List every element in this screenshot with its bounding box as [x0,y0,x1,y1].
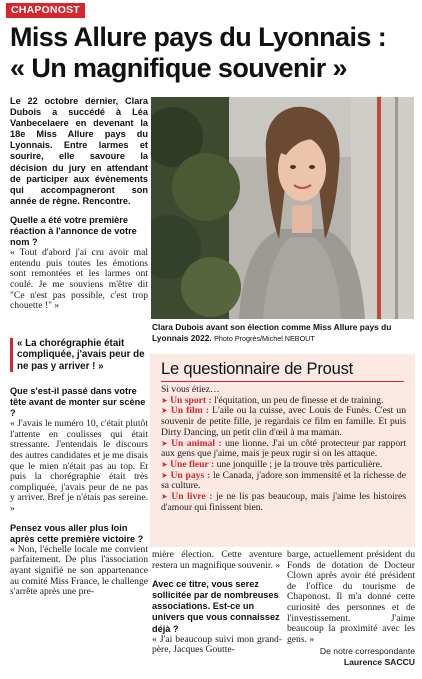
box-item-key: Un sport : [170,394,212,406]
answer-4-continued: barge, actuellement président du Fonds de dotation de Docteur Clown après avoir été président de l'office du tourisme de Chaponost. Il m'a donné cette curiosité des personnes et de l'investissement. J'aime beaucoup la proximité avec les gens. » [287,549,415,645]
question-3: Pensez vous aller plus loin après cette première victoire ? [10,522,144,544]
answer-1: « Tout d'abord j'ai cru avoir mal entendu puis toutes les émotions sont remontées et les larmes ont coulé. Je me souviens m'être dit "Ce n'est pas possible, c'est trop chouette !" » [10,247,148,312]
box-item-text: L'aile ou la cuisse, avec Louis de Funès. C'est un souvenir de petite fille, je regardais ce film en famille. Et puis Dirty Dancing, un petit clin d'œil à ma maman. [161,405,406,438]
answer-2: « J'avais le numéro 10, c'était plutôt l'attente en coulisses qui était stressante. J'entendais le discours des autres candidates et je me disais que le mien n'était pas au top. Et puis la chorégraphie était très compliquée, j'avais peur de ne pas y arriver. Bref je n'étais pas sereine. » [10,418,148,515]
headline-line-2: « Un magnifique souvenir » [10,53,347,83]
box-item-text: l'équitation, un peu de finesse et de training. [214,394,384,406]
photo-caption [152,322,414,344]
box-item-film [161,406,406,438]
photo-caption-text: Clara Dubois avant son élection comme Miss Allure pays du Lyonnais 2022. [152,322,392,343]
box-body [161,385,406,513]
box-item-key: Un livre : [171,491,213,503]
section-kicker: CHAPONOST [6,3,85,18]
box-item-key: Un film : [170,405,209,417]
left-column-bottom [10,386,148,598]
question-2: Que s'est-il passé dans votre tête avant de monter sur scène ? [10,386,146,419]
box-item-pays [161,471,406,492]
byline-author: Laurence SACCU [343,656,415,667]
arrow-icon: ➤ [161,406,168,416]
answer-3: « Non, l'échelle locale me convient parfaitement. De plus l'association ayant signifié ne son appartenance au comité Miss France, le challenge s'arrête après une pre- [10,543,148,598]
answer-3-continued: mière élection. Cette aventure restera un magnifique souvenir. » [152,549,282,571]
byline [287,646,415,666]
right-column [287,550,415,667]
arrow-icon: ➤ [161,459,168,469]
question-1: Quelle a été votre première réaction à l'annonce de votre nom ? [10,214,137,248]
arrow-icon: ➤ [161,438,168,448]
byline-role: De notre correspondante [319,646,415,657]
portrait-photo [151,97,414,319]
box-item-animal [161,439,406,460]
box-item-key: Un animal : [171,437,222,449]
box-title: Le questionnaire de Proust [161,360,354,378]
answer-4: « J'ai beaucoup suivi mon grand-père, Jacques Goutte- [152,633,282,656]
box-item-text: une jonquille ; je la trouve très particulière. [216,458,383,470]
headline-line-1: Miss Allure pays du Lyonnais : [10,22,387,52]
box-item-text: je ne lis pas beaucoup, mais j'aime les histoires d'amour qui finissent bien. [161,491,406,513]
arrow-icon: ➤ [161,470,168,480]
box-item-key: Une fleur : [170,458,215,470]
box-item-key: Un pays : [170,469,211,481]
box-item-livre [161,492,406,513]
article-headline [10,22,415,84]
proust-questionnaire-box [150,354,415,547]
box-item-text: une lionne. J'ai un côté protecteur par rapport aux gens que j'aime, mais je peux rugir si on les attaque. [161,437,406,460]
middle-column [152,550,282,656]
article-lead: Le 22 octobre dernier, Clara Dubois a succédé à Léa Vanbecelaere en devenant la 18e Miss Allure pays du Lyonnais. Entre larmes et sourire, elle savoure la décision du jury en attendant de participer aux évènements qui accompagneront son année de règne. Rencontre. [10,96,148,206]
arrow-icon: ➤ [161,395,168,405]
portrait-illustration [151,97,414,319]
photo-credit: Photo Progrès/Michel NEBOUT [214,333,315,343]
box-intro: Si vous étiez… [161,384,220,395]
question-4: Avec ce titre, vous serez sollicitée par de nombreuses associations. Est-ce un univers que vous connaissez déjà ? [152,579,280,634]
box-item-text: le Canada, j'adore son immensité et la richesse de sa culture. [161,469,406,492]
pull-quote: « La chorégraphie était compliquée, j'avais peur de ne pas y arriver ! » [10,338,145,372]
box-divider [161,381,404,382]
left-column-top [10,96,148,312]
arrow-icon: ➤ [161,492,168,502]
